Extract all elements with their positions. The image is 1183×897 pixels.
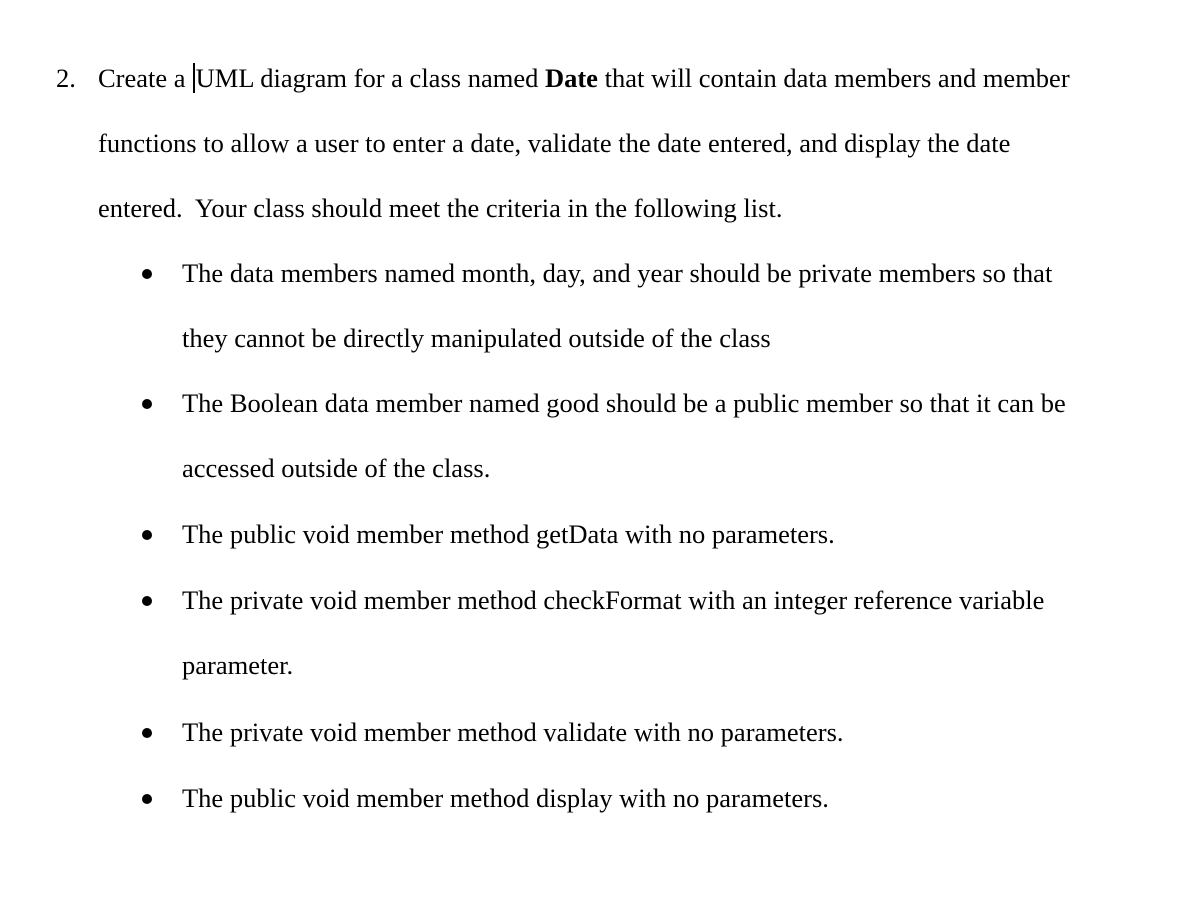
criteria-line: parameter. [182, 650, 294, 680]
criteria-line: The data members named month, day, and year should be private members so that [182, 258, 1053, 288]
paragraph-line-1 [98, 58, 1138, 123]
criteria-item [0, 778, 1183, 844]
text-cursor [193, 63, 195, 93]
criteria-item [0, 383, 1183, 514]
item-paragraph [98, 58, 1138, 253]
criteria-text [182, 383, 1142, 513]
class-name-date: Date [544, 63, 598, 93]
criteria-line: The public void member method getData with no parameters. [182, 519, 835, 549]
bullet-icon [142, 794, 152, 804]
paragraph-line-2: functions to allow a user to enter a date, validate the date entered, and display the date [98, 128, 1011, 158]
bullet-icon [142, 269, 152, 279]
criteria-line: they cannot be directly manipulated outside of the class [182, 323, 771, 353]
criteria-text [182, 778, 1142, 843]
bullet-icon [142, 596, 152, 606]
text-create-a: Create a [98, 63, 186, 93]
criteria-text [182, 253, 1142, 383]
criteria-line: The Boolean data member named good should be a public member so that it can be [182, 388, 1066, 418]
criteria-line: The private void member method validate with no parameters. [182, 717, 844, 747]
bullet-icon [142, 728, 152, 738]
criteria-item [0, 580, 1183, 712]
text-uml-diagram: UML diagram for a class named [195, 63, 539, 93]
criteria-item [0, 514, 1183, 580]
bullet-icon [142, 530, 152, 540]
criteria-line: The public void member method display with no parameters. [182, 783, 829, 813]
paragraph-line-3: entered. Your class should meet the criteria in the following list. [98, 193, 783, 223]
criteria-line: accessed outside of the class. [182, 453, 491, 483]
criteria-text [182, 712, 1142, 777]
criteria-text [182, 580, 1142, 710]
criteria-line: The private void member method checkFormat with an integer reference variable [182, 585, 1045, 615]
criteria-text [182, 514, 1142, 579]
bullet-icon [142, 399, 152, 409]
text-that-will-contain: that will contain data members and member [604, 63, 1070, 93]
item-number: 2. [56, 63, 76, 93]
criteria-item [0, 253, 1183, 383]
criteria-list [0, 253, 1183, 844]
criteria-item [0, 712, 1183, 778]
